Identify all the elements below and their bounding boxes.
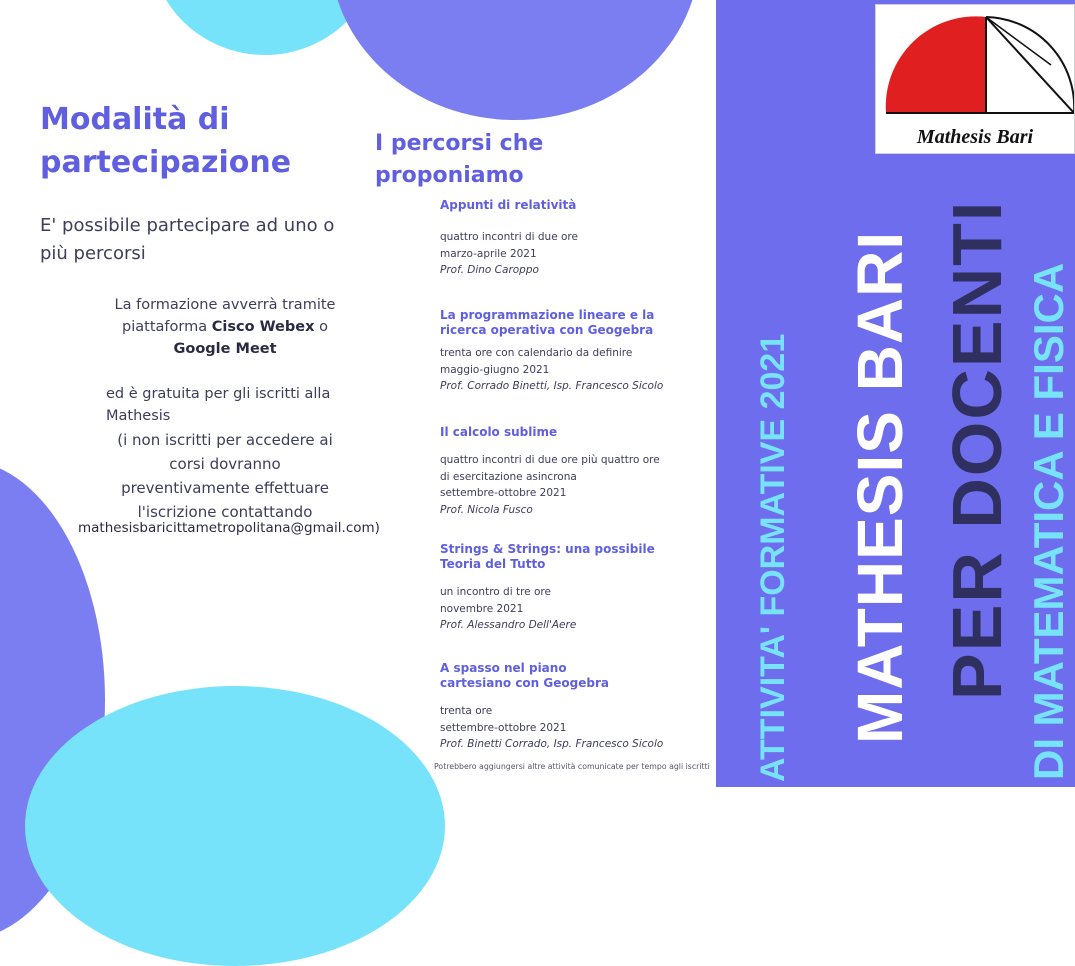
platform-text: [105, 294, 345, 360]
course-title: La programmazione lineare e la ricerca operativa con Geogebra: [440, 308, 655, 337]
platform-meet: Google Meet: [173, 341, 277, 357]
decorative-circle-cyan-bottom: [25, 686, 445, 966]
course-item: [440, 661, 664, 753]
course-teacher: Prof. Binetti Corrado, Isp. Francesco Sicolo: [440, 738, 664, 750]
course-title: A spasso nel piano cartesiano con Geogebra: [440, 661, 609, 690]
course-period: maggio-giugno 2021: [440, 363, 550, 376]
course-period: marzo-aprile 2021: [440, 247, 537, 260]
footnote: Potrebbero aggiungersi altre attività comunicate per tempo agli iscritti: [434, 762, 710, 771]
platform-pre: La formazione avverrà tramite piattaforma: [114, 297, 336, 335]
teachers-title: PER DOCENTI: [938, 199, 1016, 700]
contact-email: mathesisbaricittametropolitana@gmail.com): [78, 520, 380, 536]
course-item: [440, 198, 690, 279]
course-title: Il calcolo sublime: [440, 425, 558, 439]
course-detail: trenta ore: [440, 705, 493, 717]
activities-title: ATTIVITA' FORMATIVE 2021: [754, 333, 792, 782]
course-period: settembre-ottobre 2021: [440, 721, 567, 734]
decorative-circle-purple-top: [330, 0, 700, 120]
mathesis-logo: [875, 4, 1075, 154]
course-title: Appunti di relatività: [440, 198, 577, 212]
course-teacher: Prof. Dino Caroppo: [440, 264, 539, 276]
free-text: ed è gratuita per gli iscritti alla Mathesis: [106, 386, 331, 424]
nonmembers-text: (i non iscritti per accedere ai corsi dovranno preventivamente effettuare l'iscrizione contattando: [117, 431, 333, 521]
subjects-title: DI MATEMATICA E FISICA: [1025, 262, 1072, 780]
platform-or: o: [314, 319, 328, 335]
mathesis-title: MATHESIS BARI: [844, 230, 916, 744]
course-title: Strings & Strings: una possibile Teoria del Tutto: [440, 542, 655, 571]
course-teacher: Prof. Corrado Binetti, Isp. Francesco Sicolo: [440, 380, 664, 392]
course-period: settembre-ottobre 2021: [440, 487, 567, 499]
course-teacher: Prof. Alessandro Dell'Aere: [440, 619, 577, 631]
course-item: [440, 542, 670, 634]
course-teacher: Prof. Nicola Fusco: [440, 503, 533, 516]
logo-text: Mathesis Bari: [916, 126, 1034, 148]
participation-heading: Modalità di partecipazione: [40, 102, 292, 180]
course-item: [440, 308, 690, 395]
course-detail: quattro incontri di due ore più quattro ore di esercitazione asincrona: [440, 454, 660, 483]
course-detail: un incontro di tre ore: [440, 586, 551, 598]
participation-intro: E' possibile partecipare ad uno o più percorsi: [40, 215, 335, 264]
courses-heading: I percorsi che proponiamo: [375, 131, 544, 188]
platform-webex: Cisco Webex: [211, 319, 315, 335]
course-detail: quattro incontri di due ore: [440, 231, 578, 243]
course-period: novembre 2021: [440, 602, 524, 615]
course-item: [440, 425, 690, 518]
course-detail: trenta ore con calendario da definire: [440, 347, 633, 359]
